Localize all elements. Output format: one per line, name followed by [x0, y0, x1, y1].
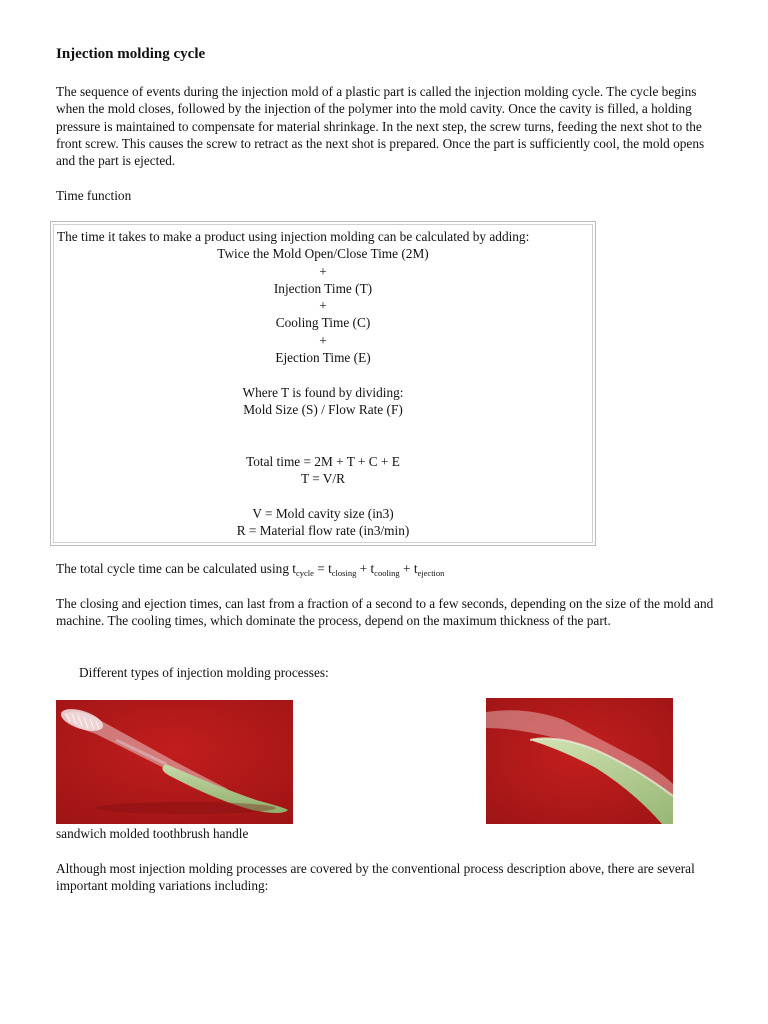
- formula-line: Injection Time (T): [273, 280, 373, 296]
- formula-line: T = V/R: [301, 471, 345, 487]
- formula-intro-line: The time it takes to make a product using injection molding can be calculated by adding:: [57, 229, 530, 244]
- time-formula-box: [50, 221, 596, 546]
- subscript-cooling: cooling: [374, 568, 400, 578]
- processes-heading: Different types of injection molding processes:: [79, 665, 329, 680]
- handle-closeup-photo: [486, 698, 673, 824]
- formula-line: Mold Size (S) / Flow Rate (F): [243, 401, 403, 417]
- formula-line: [54, 418, 592, 435]
- formula-line: Where T is found by dividing:: [242, 384, 404, 400]
- formula-line: +: [319, 332, 327, 348]
- closing-ejection-paragraph: The closing and ejection times, can last from a fraction of a second to a few seconds, depending on the size of the mold and machine. The cooling times, which dominate the process, depend on the maximum thickness of the part.: [56, 596, 714, 629]
- formula-line: Cooling Time (C): [275, 315, 371, 331]
- variations-paragraph: Although most injection molding processes are covered by the conventional process description above, there are several important molding variations including:: [56, 861, 695, 894]
- plus-text: + t: [399, 561, 418, 576]
- formula-line: [54, 366, 592, 383]
- total-cycle-formula: [56, 560, 714, 577]
- formula-line: Twice the Mold Open/Close Time (2M): [217, 246, 429, 262]
- formula-line: +: [319, 263, 327, 279]
- formula-line: V = Mold cavity size (in3): [252, 505, 394, 521]
- total-cycle-text: The total cycle time can be calculated using t: [56, 561, 296, 576]
- handle-closeup-image: [486, 698, 673, 824]
- intro-paragraph: The sequence of events during the injection mold of a plastic part is called the injection molding cycle. The cycle begins when the mold closes, followed by the injection of the polymer into the mold cavity. Once the cavity is filled, a holding pressure is maintained to compensate for material shrinkage. In the next step, the screw turns, feeding the next shot to the front screw. This causes the screw to retract as the next shot is prepared. Once the part is sufficiently cool, the mold opens and the part is ejected.: [56, 84, 705, 169]
- page-title: Injection molding cycle: [56, 46, 206, 62]
- subscript-cycle: cycle: [295, 568, 314, 578]
- equals-text: = t: [313, 561, 332, 576]
- formula-line: R = Material flow rate (in3/min): [236, 523, 410, 539]
- formula-line: +: [319, 298, 327, 314]
- subscript-ejection: ejection: [417, 568, 445, 578]
- toothbrush-image: [56, 700, 293, 824]
- formula-line: [54, 436, 592, 453]
- toothbrush-photo: [56, 700, 293, 824]
- photo-caption: sandwich molded toothbrush handle: [56, 826, 249, 841]
- time-function-heading: Time function: [56, 188, 132, 203]
- formula-line: Total time = 2M + T + C + E: [246, 453, 400, 469]
- plus-text: + t: [356, 561, 375, 576]
- time-formula-lines: [53, 224, 593, 543]
- subscript-closing: closing: [331, 568, 357, 578]
- formula-line: [54, 487, 592, 504]
- formula-line: Ejection Time (E): [275, 350, 371, 366]
